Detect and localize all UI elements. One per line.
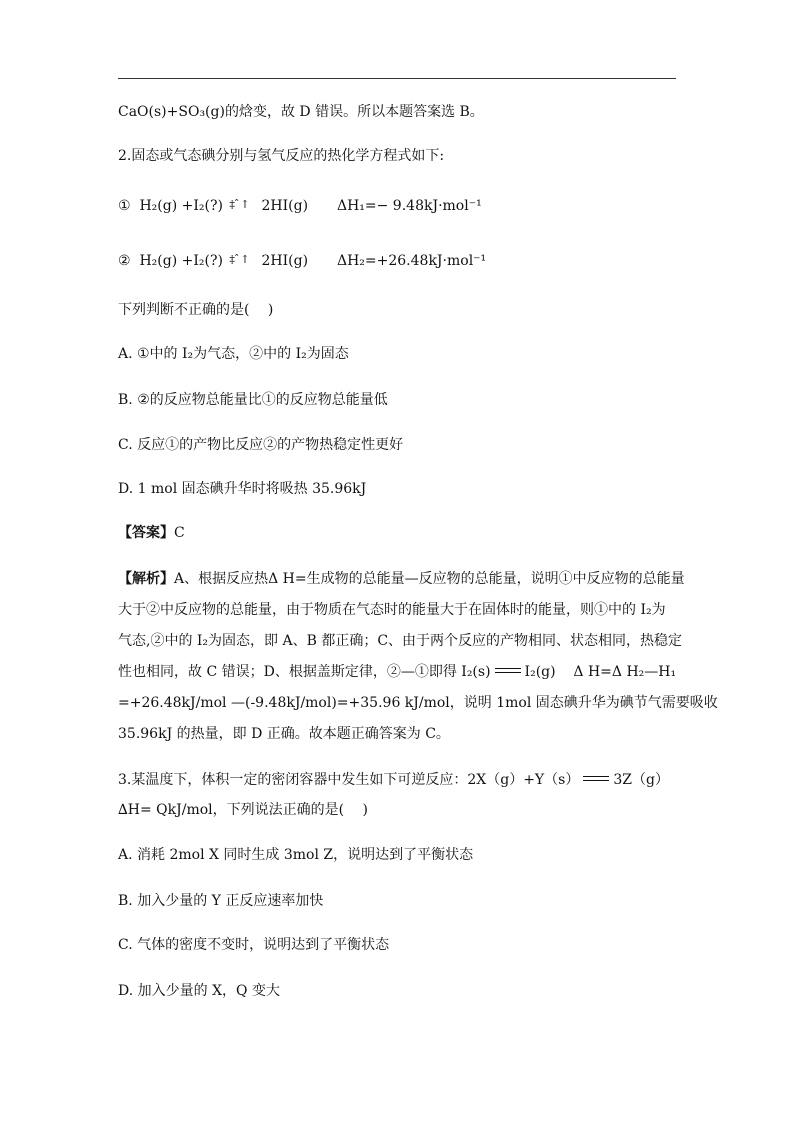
question-3-stem-2: ∆H= QkJ/mol，下列说法正确的是( )	[118, 802, 369, 818]
equation-label: ①	[118, 198, 131, 214]
explanation-line-3: 气态,②中的 I₂为固态，即 A、B 都正确；C、由于两个反应的产物相同、状态相同，热稳定	[118, 633, 683, 649]
explanation-label: 【解析】	[118, 571, 174, 587]
question-3-stem	[118, 770, 669, 790]
equation-products: 2HI(g)	[261, 198, 309, 214]
option-b: B. 加入少量的 Y 正反应速率加快	[118, 893, 324, 909]
text-line: CaO(s)+SO₃(g)的焓变，故 D 错误。所以本题答案选 B。	[118, 104, 484, 120]
option-d: D. 1 mol 固态碘升华时将吸热 35.96kJ	[118, 481, 367, 497]
equation-products: 2HI(g)	[261, 253, 309, 269]
question-2-stem: 2.固态或气态碘分别与氢气反应的热化学方程式如下:	[118, 148, 445, 164]
equation-reactants: H₂(g) +I₂(?)	[139, 253, 223, 269]
answer-value: C	[174, 525, 185, 541]
explanation-line-2: 大于②中反应物的总能量，由于物质在气态时的能量大于在固体时的能量，则①中的 I₂为	[118, 602, 666, 618]
explanation-line-6: 35.96kJ 的热量，即 D 正确。故本题正确答案为 C。	[118, 726, 450, 742]
equation-label: ②	[118, 253, 131, 269]
equation-reactants: H₂(g) +I₂(?)	[139, 198, 223, 214]
equilibrium-arrow-icon	[493, 665, 523, 675]
answer-label: 【答案】	[118, 525, 174, 541]
explanation-text: I₂(g)	[524, 664, 556, 680]
explanation-line-1	[118, 569, 685, 589]
equation-1	[118, 196, 482, 216]
option-d: D. 加入少量的 X，Q 变大	[118, 983, 280, 999]
reversible-arrow-icon: ‡ ̂↑	[229, 198, 251, 211]
answer-line	[118, 523, 185, 543]
option-c: C. 反应①的产物比反应②的产物热稳定性更好	[118, 437, 404, 453]
explanation-text: A、根据反应热Δ H=生成物的总能量—反应物的总能量，说明①中反应物的总能量	[174, 571, 685, 587]
header-rule	[118, 78, 676, 79]
option-b: B. ②的反应物总能量比①的反应物总能量低	[118, 392, 388, 408]
question-text: 3Z（g）	[613, 772, 669, 788]
enthalpy-change: ΔH₁=− 9.48kJ·mol⁻¹	[336, 198, 482, 214]
question-text: 3.某温度下，体积一定的密闭容器中发生如下可逆反应：2X（g）+Y（s）	[118, 772, 580, 788]
question-2-prompt: 下列判断不正确的是( )	[118, 302, 274, 318]
enthalpy-change: ΔH₂=+26.48kJ·mol⁻¹	[336, 253, 487, 269]
option-a: A. 消耗 2mol X 同时生成 3mol Z，说明达到了平衡状态	[118, 847, 474, 863]
option-a: A. ①中的 I₂为气态，②中的 I₂为固态	[118, 346, 349, 362]
equation-2	[118, 251, 486, 271]
explanation-text: Δ H=Δ H₂—H₁	[573, 664, 677, 680]
reversible-arrow-icon: ‡ ̂↑	[229, 253, 251, 266]
explanation-text: 性也相同，故 C 错误；D、根据盖斯定律，②—①即得 I₂(s)	[118, 664, 491, 680]
option-c: C. 气体的密度不变时，说明达到了平衡状态	[118, 937, 390, 953]
explanation-line-5: =+26.48kJ/mol —(-9.48kJ/mol)=+35.96 kJ/mol，说明 1mol 固态碘升华为碘节气需要吸收	[118, 695, 718, 711]
explanation-line-4	[118, 662, 676, 682]
equilibrium-arrow-icon	[581, 773, 611, 783]
